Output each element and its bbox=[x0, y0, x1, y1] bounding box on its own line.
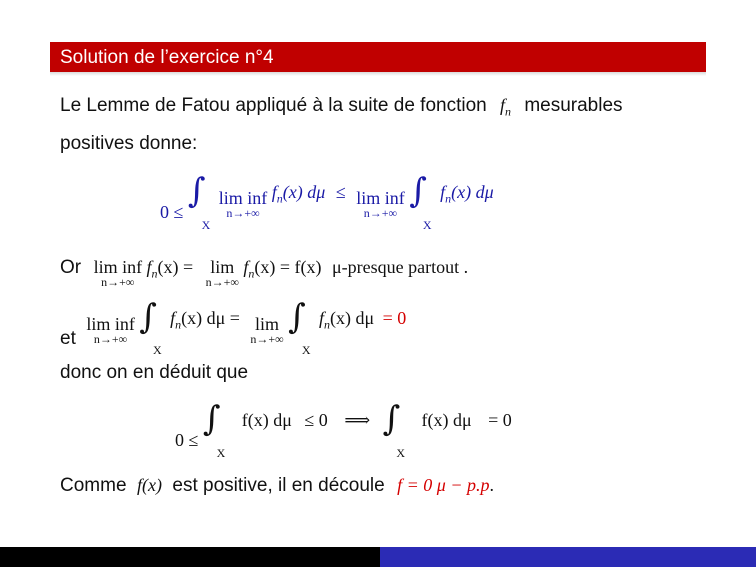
eq2-integral-sign-2: ∫ bbox=[382, 399, 401, 439]
final-line bbox=[60, 475, 494, 497]
final-fx: f(x) bbox=[136, 475, 162, 495]
intro-line-2: positives donne: bbox=[60, 133, 198, 154]
intro-fn: $f_n$ bbox=[500, 95, 512, 119]
footer-right-bar bbox=[380, 547, 756, 567]
conclusion-intro: donc on en déduit que bbox=[60, 362, 249, 383]
or-fn-2: $f_n(x) = f(x)$ bbox=[243, 257, 322, 281]
eq2-integrand: f(x) dμ bbox=[241, 410, 292, 430]
or-tail: μ-presque partout . bbox=[332, 257, 469, 277]
conclusion-equation: $0 \le \int_X$ f(x) dμ ≤ 0 ⟹ $\int_X$ f(x) dμ = 0 bbox=[175, 399, 512, 460]
eq2-integral-sign: ∫ bbox=[202, 399, 221, 439]
intro-text-end: mesurables bbox=[524, 95, 623, 116]
et-liminf: lim inf n→+∞ bbox=[86, 314, 135, 346]
et-integral-sign: ∫ bbox=[139, 297, 157, 337]
et-line: et lim inf n→+∞ $\int_X$ $f_n(x) d\mu = \lim$ n→+∞ $\int_X$ $f_n(x) d\mu = 0$ bbox=[60, 297, 407, 358]
or-label: Or bbox=[60, 257, 82, 278]
liminf-operator-2: lim inf n→+∞ bbox=[356, 188, 405, 220]
footer-left-bar bbox=[0, 547, 380, 567]
eq2-integrand-2: f(x) dμ bbox=[421, 410, 472, 430]
final-comme: Comme bbox=[60, 475, 127, 496]
or-line bbox=[60, 257, 468, 290]
slide-title: Solution de l’exercice n°4 bbox=[60, 47, 274, 68]
eq1-le: ≤ bbox=[335, 182, 346, 202]
eq1-lhs: 0 ≤ bbox=[160, 202, 184, 222]
eq2-lhs: 0 ≤ bbox=[175, 430, 199, 450]
fatou-equation: $0 \le \int_X$ lim inf n→+∞ $f_n(x) d\mu \le \lim$ inf n→+∞ $\int_X$ $f_n(x)$ dμ bbox=[160, 171, 494, 232]
final-middle: est positive, il en découle bbox=[172, 475, 385, 496]
eq1-integrand-2: $f_n(x)$ dμ bbox=[440, 182, 494, 206]
integral-sign: ∫ bbox=[187, 171, 206, 211]
intro-text: Le Lemme de Fatou appliqué à la suite de fonction bbox=[60, 95, 487, 116]
title-shadow bbox=[50, 72, 706, 76]
et-result: = 0 bbox=[382, 308, 407, 328]
or-liminf: lim inf n→+∞ bbox=[93, 257, 143, 289]
liminf-operator: lim inf n→+∞ bbox=[218, 188, 268, 220]
et-lim: lim n→+∞ bbox=[250, 314, 284, 346]
et-fn: $f_n(x) d\mu$ = bbox=[170, 308, 240, 332]
eq2-implies: ⟹ bbox=[344, 410, 371, 430]
integral-sign-2: ∫ bbox=[409, 171, 427, 211]
eq1-integrand: $f_n(x)$ dμ bbox=[271, 182, 326, 206]
eq2-eq-zero: = 0 bbox=[488, 410, 512, 430]
et-integral-sign-2: ∫ bbox=[288, 297, 306, 337]
eq2-le-zero: ≤ 0 bbox=[304, 410, 328, 430]
et-label: et bbox=[60, 328, 76, 349]
final-dot: . bbox=[489, 475, 494, 495]
or-fn: $f_n(x)$ = bbox=[146, 257, 194, 281]
et-fn-2: $f_n(x)$ dμ bbox=[319, 308, 375, 332]
or-lim: lim n→+∞ bbox=[205, 257, 239, 289]
intro-line-1 bbox=[60, 95, 623, 120]
slide-title-bar bbox=[50, 42, 706, 72]
final-result: f = 0 μ − p.p bbox=[397, 475, 490, 495]
